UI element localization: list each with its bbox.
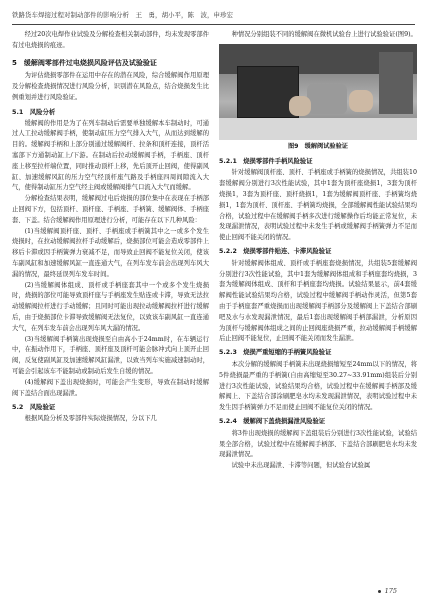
test-bench-photo — [219, 44, 417, 140]
risk-item-2: (2)当缓解阀体组成、顶杆或手柄座套其中一个或多个发生烧损时，烧损的部位可能导致顶杆座与手柄座发生贴连或卡滞，导致无法拉动缓解阀拉杆进行手动缓解；且同时可能出现拉动缓解阀拉杆进行缓解后，由于烧损部位卡滞导致缓解阀无法复位，以致该车副风缸一直连通大气，在列车发车前会出现列车风大漏的情况。 — [12, 281, 209, 332]
figure-caption: 图9 缓解阀试验验证 — [288, 142, 348, 150]
section-5-1-paragraph-b: 分解检查结果表明，缓解阀过电后烧损的部位集中在表现在手柄部止回阀下方，包括顶杆、顶杆座、手柄座、手柄簧、缓解阀体、手柄座套、下盖。结合缓解阀作用原理进行分析，可能存在以下几种风险： — [12, 195, 209, 224]
page-footer — [378, 587, 397, 595]
section-5-2-paragraph: 根据风险分析及零部件实际烧损情况，分以下几 — [24, 415, 157, 423]
risk-item-4: (4)缓解阀下盖出现烧损时，可能会产生变形，导致在制动时缓解阀下盖结合面出现漏泄。 — [12, 378, 209, 397]
photo-valve-body — [307, 84, 347, 114]
right-last-paragraph: 试验中未出现漏泄、卡滞等问题，但试验台试验属 — [231, 462, 371, 470]
section-5-2-4-paragraph: 将3件出现烧损的缓解阀下盖组装后分别进行3次性能试验，试验结果全部合格，试验过程中在缓解阀手柄部、下盖结合部刷肥皂水均未发现漏泄情况。 — [219, 429, 417, 459]
photo-hand-left — [289, 96, 311, 116]
photo-hand-right — [349, 90, 373, 112]
section-5-2-heading: 5.2 风险验证 — [12, 403, 56, 412]
section-5-2-2-heading: 5.2.2 烧损零部件贴连、卡滞风险验证 — [219, 247, 332, 255]
risk-item-1: (1)当缓解阀顶杆座、顶杆、手柄座或手柄簧其中之一或多个发生烧损时，在拉动缓解阀拉杆手动缓解后，烧损部位可能会造成零部件上移后卡滞或因手柄簧弹力衰减不足，而导致止回阀不能复位关闭，使该车副风缸和加速缓解风缸一直连通大气，在列车发车前会出现列车风大漏的情况，最终延误列车发车时间。 — [12, 227, 209, 278]
bullet-icon — [378, 590, 381, 593]
section-5-1-paragraph-a: 缓解阀的作用是为了在列车制动后需要单独缓解本车制动时，可通过人工拉动缓解阀手柄，使制动缸压力空气排入大气，从而达到缓解的目的。缓解阀手柄和上部分别通过缓解阀杆、拉条和顶杆连接，顶杆活塞部下方通制动缸上/下游。在制动后拉动缓解阀手柄，手柄座、顶杆座上移至拉杆端位置，同时推动顶杆上移，先后顶开止回阀，使得副风缸、加速缓解风缸的压力空气经顶杆座气路及手柄座四周间隙流入大气，使得制动缸压力空气经主阀或缓解阀排气口流入大气而缓解。 — [12, 119, 209, 192]
section-5-2-1-heading: 5.2.1 烧损零部件手柄风险验证 — [219, 157, 313, 165]
left-column — [12, 30, 209, 425]
intro-paragraph: 经过20次电焊作业试验及分解检查相关制动部件，均未发现零部件有过电烧损的痕迹。 — [12, 31, 209, 49]
section-5-2-4-heading: 5.2.4 缓解阀下盖烧损漏泄风险验证 — [219, 417, 326, 425]
section-5-heading: 5 缓解阀零部件过电烧损风险评估及试验验证 — [12, 58, 157, 67]
section-5-2-1-paragraph: 针对缓解阀顶杆座、顶杆、手柄座或手柄簧的烧损情况，共组装10套缓解阀分别进行3次性能试验，其中1套为顶杆座烧损1，3套为顶杆烧损1，3套为顶杆座、顶杆烧损1，1套为缓解阀顶杆座、手柄簧均烧损1，1套为顶杆、顶杆座、手柄簧均烧损，全部缓解阀性能试验结果均合格，试验过程中在缓解阀手柄多次进行缓解操作后均能正常复位，未发现漏泄情况，表明试验过程中未发生手柄或缓解阀手柄簧弹力不足而使止回阀不能关闭的情况。 — [219, 169, 417, 242]
section-5-1-heading: 5.1 风险分析 — [12, 107, 56, 116]
photo-side-panel — [379, 52, 413, 114]
photo-table-surface — [219, 118, 417, 140]
right-column — [219, 30, 417, 472]
right-top-paragraph: 种情况分别组装不同的缓解阀在微机试验台上进行试验验证(图9)。 — [231, 31, 417, 38]
risk-item-3: (3)当缓解阀手柄簧出现烧损至自由高小于24mm时，在车辆运行中，在振动作用下，手柄座、顶杆座及顶杆可能会脉冲式向上顶开止回阀，反复使副风缸及加速缓解风缸漏泄，以致当列车实施减速制动时，可能会引起该车不能制动或制动后发生自缓的情况。 — [12, 335, 209, 375]
section-5-2-3-heading: 5.2.3 烧损严重短缩的手柄簧风险验证 — [219, 349, 332, 357]
running-header: 铁路货车焊接过程对制动部件的影响分析 王 勇，胡小平，陈 波，申珍宏 — [12, 6, 415, 25]
section-5-2-3-paragraph: 本次分解的缓解阀手柄簧未出现烧损缩短至24mm以下的情况，将5件烧损最严重的手柄簧(自由高缩短至30.27~33.91mm)组装后分别进行3次性能试验，试验结果均合格，试验过程中在缓解阀手柄部及缓解阀上、下盖结合部涂刷肥皂水均未发现漏泄情况，表明试验过程中未发生因手柄簧弹力不足而使止回阀不能复位关闭的情况。 — [219, 360, 417, 412]
page-number: 175 — [384, 587, 397, 595]
section-5-2-2-paragraph: 针对缓解阀体组成、顶杆或手柄座套烧损情况，共组装5套缓解阀分别进行3次性能试验，其中1套为缓解阀体组成和手柄座套均烧损，3套为缓解阀体组成、顶杆和手柄座套均烧损。试验结果显示，前4套缓解阀性能试验结果均合格，试验过程中缓解阀手柄动作灵活，但第5套由于手柄座套严重烧损而出现缓解阀手柄部分及缓解阀上下盖结合部刷吧及水与水发现漏泄情况，最后1套出现缓解阀手柄部漏泄，分析原因为顶杆与缓解阀体组成之间的止回阀座烧损严重，拉动缓解阀手柄缓解后止回阀不能复位，止回阀不能关闭而发生漏泄。 — [219, 259, 417, 343]
section-5-paragraph: 为评估烧损零部件在运用中存在的潜在风险，综合缓解阀作用原理及分解检查烧损情况进行风险分析，识别潜在风险点，结合烧损发生比例重划并进行风险验证。 — [12, 72, 209, 101]
